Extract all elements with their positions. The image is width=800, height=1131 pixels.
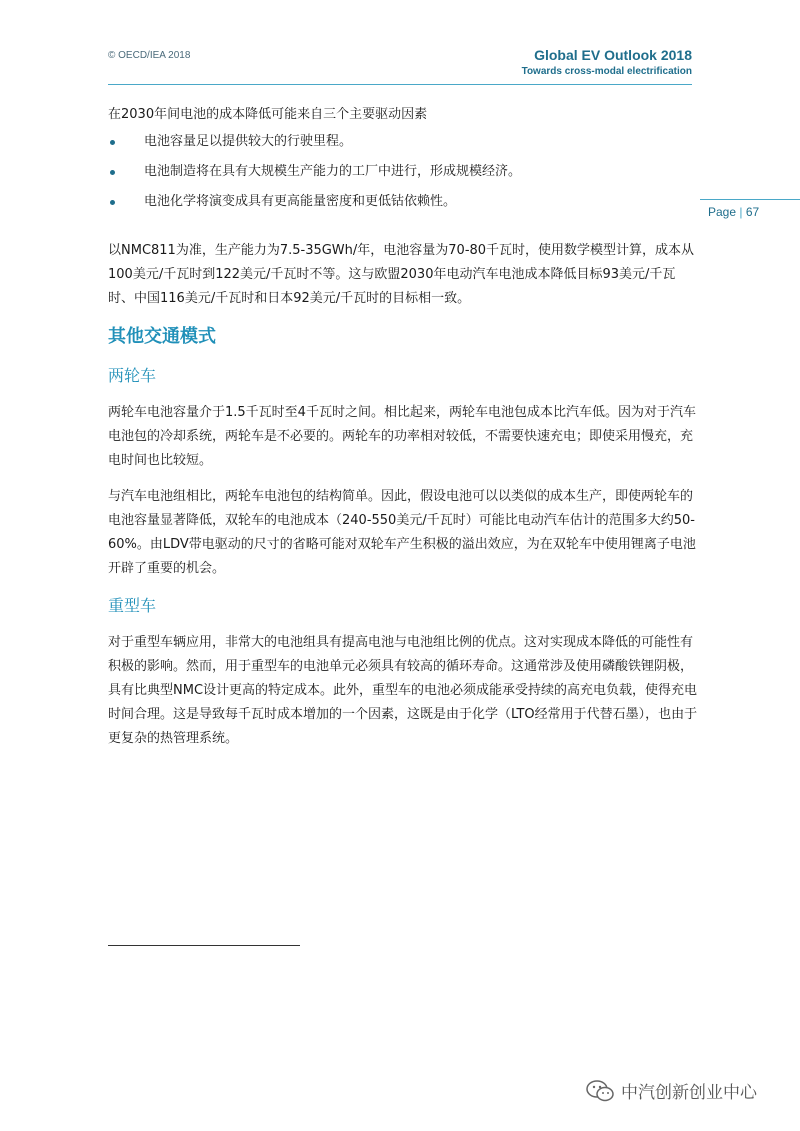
nmc-paragraph: 以NMC811为准，生产能力为7.5-35GWh/年，电池容量为70-80千瓦时，使用数学模型计算，成本从100美元/千瓦时到122美元/千瓦时不等。这与欧盟2030年电动汽车电池成本降低目标93美元/千瓦时、中国116美元/千瓦时和日本92美元/千瓦时的目标相一致。 (108, 243, 695, 306)
watermark-text: 中汽创新创业中心 (621, 1083, 757, 1103)
spacer (108, 217, 698, 239)
page-label: Page (708, 205, 737, 219)
list-item-text: 电池化学将演变成具有更高能量密度和更低钴依赖性。 (144, 194, 457, 209)
list-item (108, 157, 698, 187)
list-item-text: 电池制造将在具有大规模生产能力的工厂中进行，形成规模经济。 (144, 164, 522, 179)
page-separator: | (739, 205, 743, 219)
bullet-icon (110, 200, 115, 205)
subsection-heading-heavy-duty: 重型车 (108, 596, 157, 615)
page-number-divider (700, 199, 800, 200)
bullet-icon (110, 170, 115, 175)
heavy-duty-paragraph: 对于重型车辆应用，非常大的电池组具有提高电池与电池组比例的优点。这对实现成本降低的可能性有积极的影响。然而，用于重型车的电池单元必须具有较高的循环寿命。这通常涉及使用磷酸铁锂阴极，具有比典型NMC设计更高的特定成本。此外，重型车的电池必须成能承受持续的高充电负载，使得充电时间合理。这是导致每千瓦时成本增加的一个因素，这既是由于化学（LTO经常用于代替石墨），也由于更复杂的热管理系统。 (108, 635, 698, 746)
header-divider (108, 84, 692, 85)
list-item (108, 187, 698, 217)
bullet-icon (110, 140, 115, 145)
report-title: Global EV Outlook 2018 (534, 47, 692, 63)
two-wheelers-paragraph-2: 与汽车电池组相比，两轮车电池包的结构简单。因此，假设电池可以以类似的成本生产，即使两轮车的电池容量显著降低，双轮车的电池成本（240-550美元/千瓦时）可能比电动汽车估计的范围多大约50-60%。由LDV带电驱动的尺寸的省略可能对双轮车产生积极的溢出效应，为在双轮车中使用锂离子电池开辟了重要的机会。 (108, 489, 696, 576)
list-item-text: 电池容量足以提供较大的行驶里程。 (144, 134, 353, 149)
driver-list (108, 127, 698, 217)
subsection-heading-two-wheelers: 两轮车 (108, 366, 157, 385)
section-heading: 其他交通模式 (108, 326, 216, 347)
intro-sentence: 在2030年间电池的成本降低可能来自三个主要驱动因素 (108, 107, 428, 122)
page-number (708, 205, 759, 219)
report-subtitle: Towards cross-modal electrification (521, 66, 692, 77)
page-value: 67 (745, 205, 760, 219)
main-content (108, 103, 698, 763)
footnote-divider (108, 945, 300, 946)
two-wheelers-paragraph-1: 两轮车电池容量介于1.5千瓦时至4千瓦时之间。相比起来，两轮车电池包成本比汽车低。因为对于汽车电池包的冷却系统，两轮车是不必要的。两轮车的功率相对较低，不需要快速充电；即使采用慢充，充电时间也比较短。 (108, 405, 696, 468)
copyright-notice: © OECD/IEA 2018 (108, 50, 191, 61)
watermark (585, 1078, 757, 1103)
wechat-icon (585, 1079, 615, 1103)
list-item (108, 127, 698, 157)
